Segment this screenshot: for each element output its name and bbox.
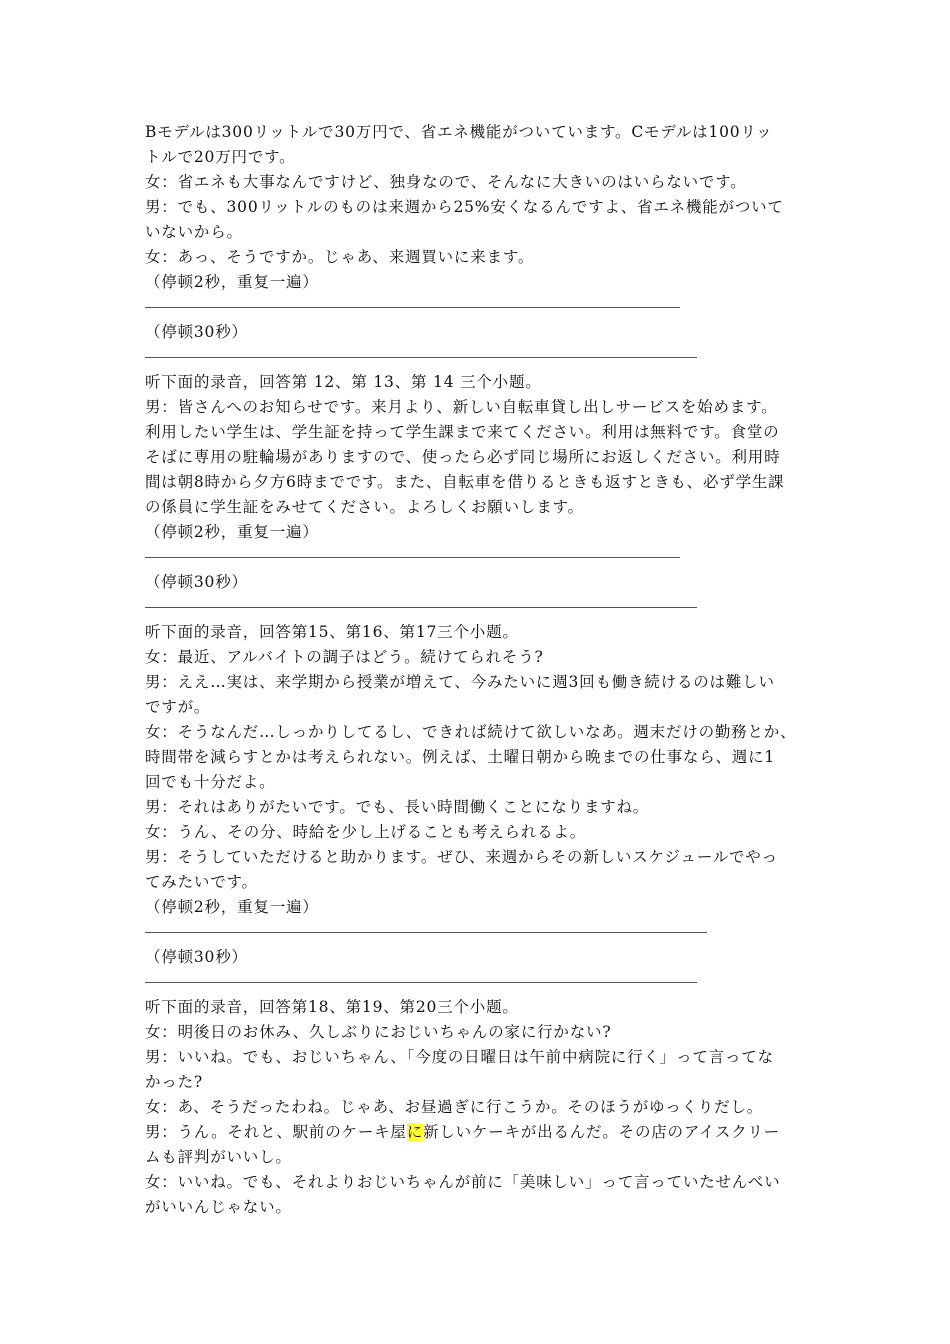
- dialogue-line: の係員に学生証をみせてください。よろしくお願いします。: [145, 498, 584, 516]
- pause-note: （停顿30秒）: [145, 323, 248, 341]
- dialogue-line: 時間帯を減らすとかは考えられない。例えば、土曜日朝から晩までの仕事なら、週に1: [145, 748, 776, 766]
- dialogue-line: 利用したい学生は、学生証を持って学生課まで来てください。利用は無料です。食堂の: [145, 423, 780, 441]
- listening-script: [145, 120, 813, 1220]
- divider: [145, 595, 813, 620]
- dialogue-line-woman: 女：省エネも大事なんですけど、独身なので、そんなに大きいのはいらないです。: [145, 173, 747, 191]
- section-heading: 听下面的录音，回答第 12、第 13、第 14 三个小题。: [145, 373, 542, 391]
- dialogue-line: そばに専用の駐輪場がありますので、使ったら必ず同じ場所にお返しください。利用時: [145, 448, 781, 466]
- dialogue-line-man: 男：それはありがたいです。でも、長い時間働くことになりますね。: [145, 798, 650, 816]
- section-heading: 听下面的录音，回答第18、第19、第20三个小题。: [145, 998, 519, 1016]
- dialogue-line: がいいんじゃない。: [145, 1198, 292, 1216]
- dialogue-line-woman: 女：あ、そうだったわね。じゃあ、お昼過ぎに行こうか。そのほうがゆっくりだし。: [145, 1098, 764, 1116]
- dialogue-line-woman: 女：あっ、そうですか。じゃあ、来週買いに来ます。: [145, 248, 535, 266]
- dialogue-line: ムも評判がいいし。: [145, 1148, 292, 1166]
- highlighted-text: に: [406, 1123, 424, 1141]
- dialogue-line-man: 男：いいね。でも、おじいちゃん、「今度の日曜日は午前中病院に行く」って言ってな: [145, 1048, 774, 1066]
- dialogue-line: トルで20万円です。: [145, 148, 296, 166]
- dialogue-line-man: 男：でも、300リットルのものは来週から25%安くなるんですよ、省エネ機能がついて: [145, 198, 784, 216]
- dialogue-line-woman: 女：いいね。でも、それよりおじいちゃんが前に「美味しい」って言っていたせんべい: [145, 1173, 781, 1191]
- dialogue-line: Bモデルは300リットルで30万円で、省エネ機能がついています。Cモデルは100リッ: [145, 123, 773, 141]
- dialogue-line-woman: 女：そうなんだ…しっかりしてるし、できれば続けて欲しいなあ。週末だけの勤務とか、: [145, 723, 797, 741]
- dialogue-line: かった?: [145, 1073, 204, 1091]
- dialogue-line-woman: 女：明後日のお休み、久しぶりにおじいちゃんの家に行かない?: [145, 1023, 612, 1041]
- dialogue-line: ですが。: [145, 698, 211, 716]
- divider: [145, 920, 813, 945]
- pause-note: （停顿30秒）: [145, 948, 248, 966]
- dialogue-line-man: 男：ええ…実は、来学期から授業が増えて、今みたいに週3回も働き続けるのは難しい: [145, 673, 775, 691]
- repeat-note: （停顿2秒，重复一遍）: [145, 898, 319, 916]
- dialogue-line: てみたいです。: [145, 873, 258, 891]
- dialogue-line: 間は朝8時から夕方6時までです。また、自転車を借りるときも返すときも、必ず学生課: [145, 473, 785, 491]
- divider: [145, 295, 813, 320]
- section-heading: 听下面的录音，回答第15、第16、第17三个小题。: [145, 623, 519, 641]
- repeat-note: （停顿2秒，重复一遍）: [145, 273, 319, 291]
- dialogue-line-man: 男：そうしていただけると助かります。ぜひ、来週からその新しいスケジュールでやっ: [145, 848, 778, 866]
- divider: [145, 970, 813, 995]
- repeat-note: （停顿2秒，重复一遍）: [145, 523, 319, 541]
- pause-note: （停顿30秒）: [145, 573, 248, 591]
- dialogue-line-woman: 女：最近、アルバイトの調子はどう。続けてられそう?: [145, 648, 544, 666]
- dialogue-line-man: [145, 1120, 813, 1145]
- dialogue-line-woman: 女：うん、その分、時給を少し上げることも考えられるよ。: [145, 823, 587, 841]
- text-segment: 新しいケーキが出るんだ。その店のアイスクリー: [423, 1123, 781, 1141]
- text-segment: 男：うん。それと、駅前のケーキ屋: [145, 1123, 407, 1141]
- dialogue-line: 回でも十分だよ。: [145, 773, 276, 791]
- dialogue-line-man: 男：皆さんへのお知らせです。来月より、新しい自転車貸し出しサービスを始めます。: [145, 398, 778, 416]
- divider: [145, 345, 813, 370]
- dialogue-line-man: いないから。: [145, 223, 243, 241]
- divider: [145, 545, 813, 570]
